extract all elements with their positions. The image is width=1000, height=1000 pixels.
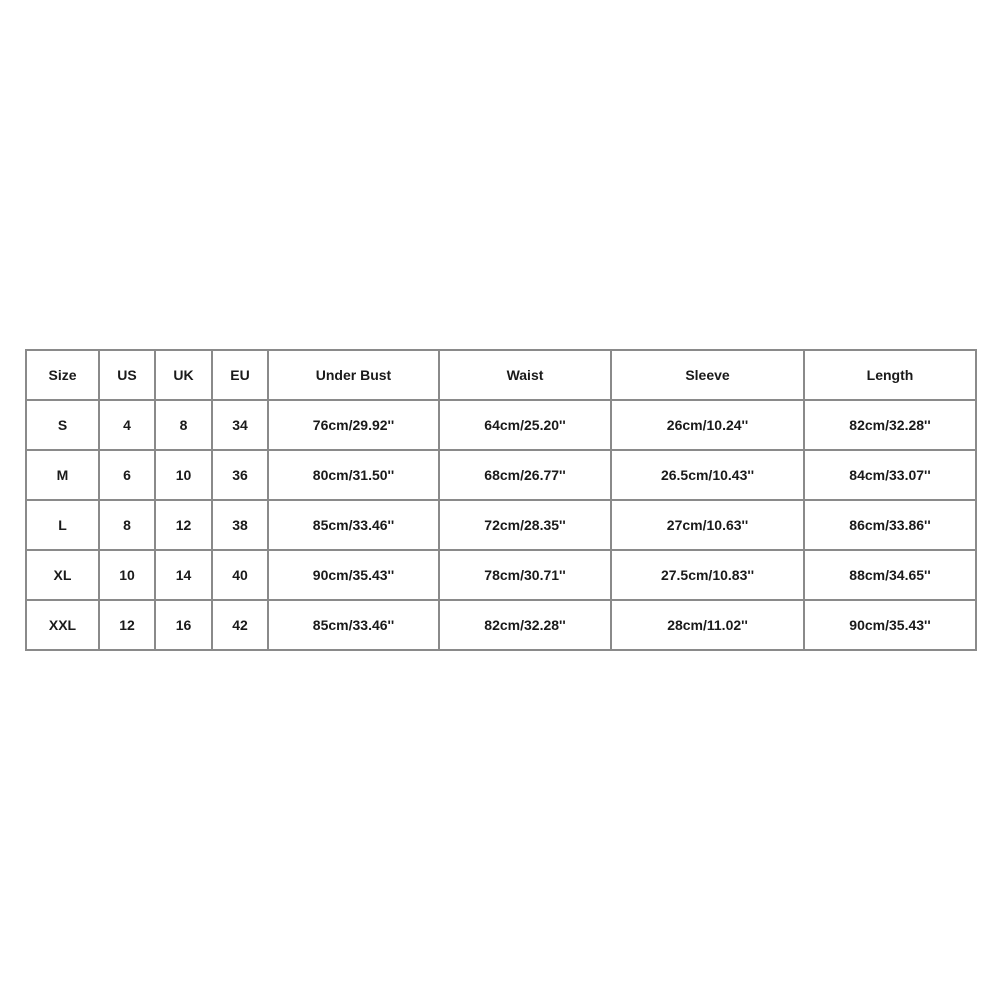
- cell-under-bust: 90cm/35.43'': [268, 550, 439, 600]
- cell-us: 12: [99, 600, 155, 650]
- cell-under-bust: 76cm/29.92'': [268, 400, 439, 450]
- header-size: Size: [26, 350, 99, 400]
- cell-sleeve: 26.5cm/10.43'': [611, 450, 804, 500]
- cell-sleeve: 26cm/10.24'': [611, 400, 804, 450]
- table-row: [26, 500, 976, 550]
- cell-length: 84cm/33.07'': [804, 450, 976, 500]
- cell-us: 4: [99, 400, 155, 450]
- cell-eu: 34: [212, 400, 268, 450]
- cell-uk: 8: [155, 400, 212, 450]
- cell-eu: 38: [212, 500, 268, 550]
- header-us: US: [99, 350, 155, 400]
- cell-uk: 10: [155, 450, 212, 500]
- cell-sleeve: 28cm/11.02'': [611, 600, 804, 650]
- cell-waist: 68cm/26.77'': [439, 450, 611, 500]
- cell-uk: 12: [155, 500, 212, 550]
- cell-uk: 16: [155, 600, 212, 650]
- cell-length: 82cm/32.28'': [804, 400, 976, 450]
- cell-size: M: [26, 450, 99, 500]
- header-length: Length: [804, 350, 976, 400]
- cell-eu: 40: [212, 550, 268, 600]
- cell-size: S: [26, 400, 99, 450]
- cell-uk: 14: [155, 550, 212, 600]
- cell-waist: 64cm/25.20'': [439, 400, 611, 450]
- cell-waist: 82cm/32.28'': [439, 600, 611, 650]
- table-row: [26, 400, 976, 450]
- cell-eu: 36: [212, 450, 268, 500]
- cell-size: L: [26, 500, 99, 550]
- header-eu: EU: [212, 350, 268, 400]
- table-row: [26, 550, 976, 600]
- cell-sleeve: 27cm/10.63'': [611, 500, 804, 550]
- cell-length: 88cm/34.65'': [804, 550, 976, 600]
- header-waist: Waist: [439, 350, 611, 400]
- cell-eu: 42: [212, 600, 268, 650]
- cell-us: 6: [99, 450, 155, 500]
- header-under-bust: Under Bust: [268, 350, 439, 400]
- cell-us: 10: [99, 550, 155, 600]
- cell-sleeve: 27.5cm/10.83'': [611, 550, 804, 600]
- cell-size: XXL: [26, 600, 99, 650]
- cell-waist: 78cm/30.71'': [439, 550, 611, 600]
- cell-under-bust: 80cm/31.50'': [268, 450, 439, 500]
- cell-under-bust: 85cm/33.46'': [268, 500, 439, 550]
- cell-us: 8: [99, 500, 155, 550]
- table-row: [26, 600, 976, 650]
- cell-size: XL: [26, 550, 99, 600]
- cell-length: 86cm/33.86'': [804, 500, 976, 550]
- table-row: [26, 450, 976, 500]
- cell-waist: 72cm/28.35'': [439, 500, 611, 550]
- cell-length: 90cm/35.43'': [804, 600, 976, 650]
- header-uk: UK: [155, 350, 212, 400]
- table-header-row: [26, 350, 976, 400]
- cell-under-bust: 85cm/33.46'': [268, 600, 439, 650]
- header-sleeve: Sleeve: [611, 350, 804, 400]
- size-chart-table: [25, 349, 977, 651]
